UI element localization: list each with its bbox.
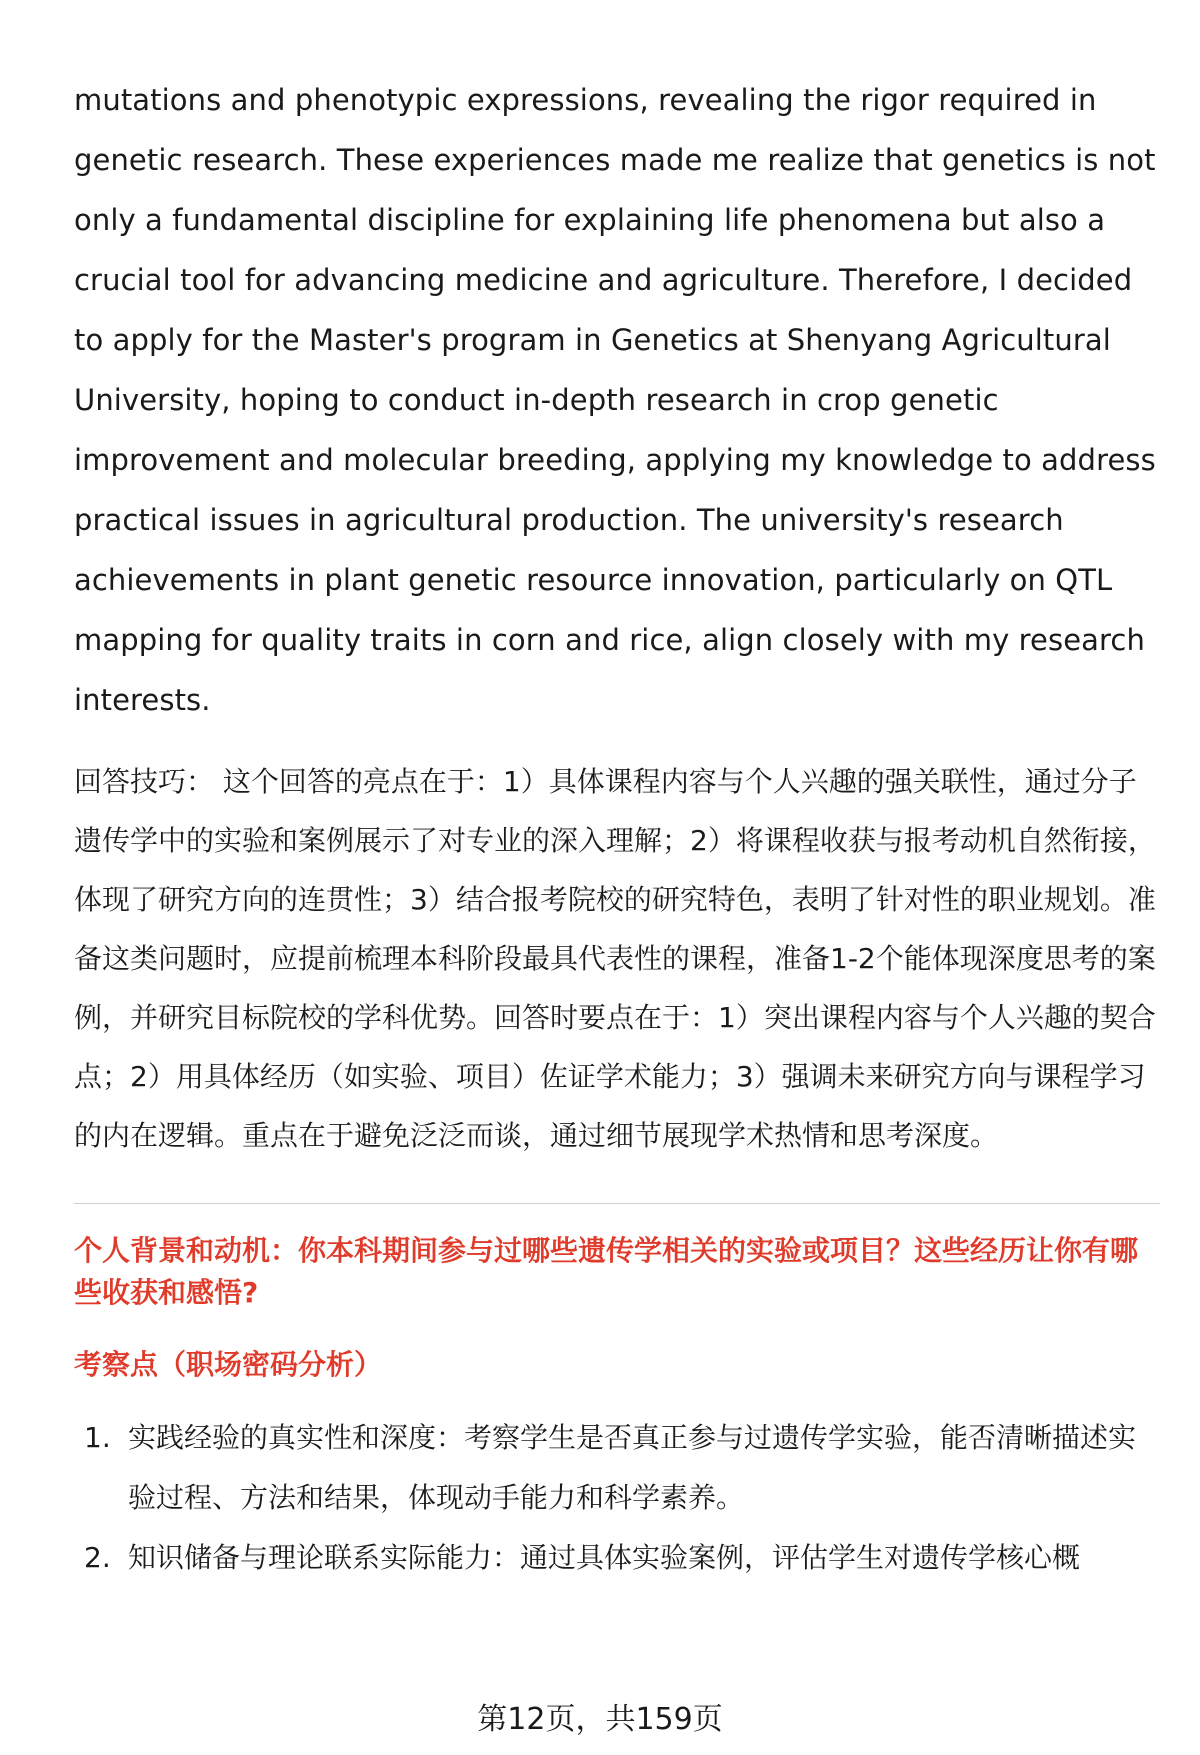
list-item-number: 2. (84, 1541, 111, 1574)
question-heading: 个人背景和动机：你本科期间参与过哪些遗传学相关的实验或项目？这些经历让你有哪些收获和感悟? (74, 1234, 1139, 1309)
list-item-text: 知识储备与理论联系实际能力：通过具体实验案例，评估学生对遗传学核心概 (128, 1541, 1081, 1574)
answer-tips-paragraph: 回答技巧： 这个回答的亮点在于：1）具体课程内容与个人兴趣的强关联性，通过分子遗传学中的实验和案例展示了对专业的深入理解；2）将课程收获与报考动机自然衔接，体现了研究方向的连贯性；3）结合报考院校的研究特色，表明了针对性的职业规划。准备这类问题时，应提前梳理本科阶段最具代表性的课程，准备1-2个能体现深度思考的案例，并研究目标院校的学科优势。回答时要点在于：1）突出课程内容与个人兴趣的契合点；2）用具体经历（如实验、项目）佐证学术能力；3）强调未来研究方向与课程学习的内在逻辑。重点在于避免泛泛而谈，通过细节展现学术热情和思考深度。 (74, 765, 1156, 1152)
assessment-points-list (74, 1408, 1160, 1588)
page-number-footer: 第12页，共159页 (477, 1702, 723, 1737)
assessment-points-heading: 考察点（职场密码分析） (74, 1348, 383, 1381)
document-page (74, 70, 1160, 1588)
list-item-number: 1. (84, 1421, 111, 1454)
section-divider (74, 1203, 1160, 1204)
list-item (74, 1528, 1160, 1588)
english-answer-paragraph: mutations and phenotypic expressions, revealing the rigor required in genetic research. These experiences made me realize that genetics is not only a fundamental discipline for explaining life phenomena but also a crucial tool for advancing medicine and agriculture. Therefore, I decided to apply for the Master's program in Genetics at Shenyang Agricultural University, hoping to conduct in-depth research in crop genetic improvement and molecular breeding, applying my knowledge to address practical issues in agricultural production. The university's research achievements in plant genetic resource innovation, particularly on QTL mapping for quality traits in corn and rice, align closely with my research interests. (74, 83, 1156, 717)
list-item-text: 实践经验的真实性和深度：考察学生是否真正参与过遗传学实验，能否清晰描述实验过程、方法和结果，体现动手能力和科学素养。 (128, 1421, 1137, 1514)
list-item (74, 1408, 1160, 1528)
